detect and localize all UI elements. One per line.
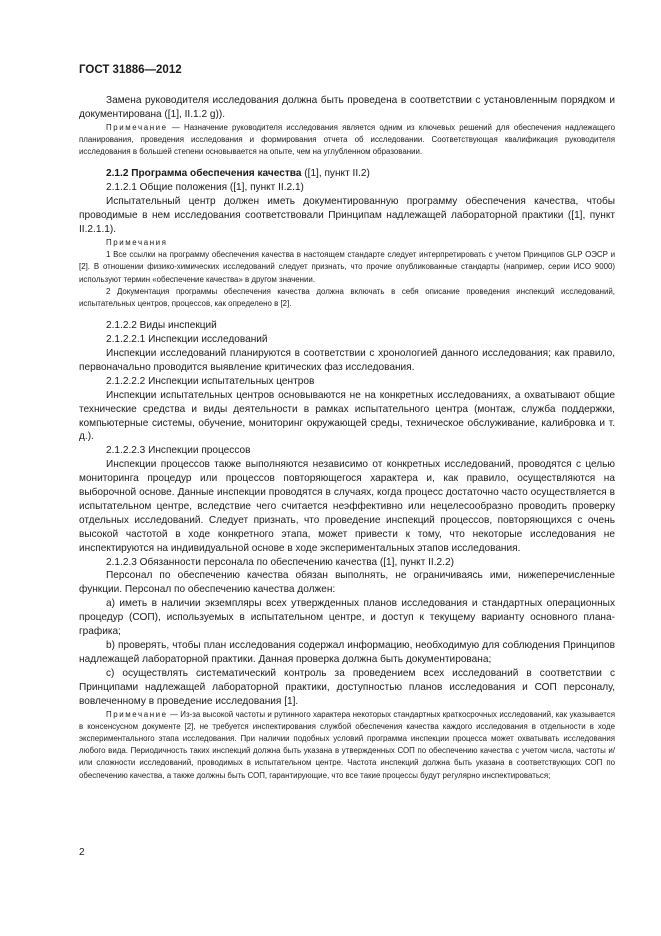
page-number: 2 (79, 847, 85, 858)
note-3 (79, 709, 615, 782)
paragraph-qa-duties: Персонал по обеспечению качества обязан выполнять, не ограничиваясь ими, нижеперечисленные функции. Персонал по обеспечению качества должен: (79, 570, 615, 596)
paragraph-facility-inspections: Инспекции испытательных центров основываются не на конкретных исследованиях, а охватывают общие технические средства и виды деятельности в рамках испытательного центра (монтаж, служба поддержки, компьютерные системы, обучение, мониторинг окружающей среды, техническое обслуживание, калибровка и т. д.). (79, 389, 615, 443)
paragraph-process-inspections: Инспекции процессов также выполняются независимо от конкретных исследований, проводятся с целью мониторинга процедур или процессов повторяющегося характера и, как правило, осуществляются на выборочной основе. Данные инспекции проводятся в случаях, когда процесс достаточно часто осуществляется в испытательном центре, вследствие чего считается неэффективно или нецелесообразно проводить проверку отдельных исследований. Следует признать, что проведение инспекций процессов, повторяющихся с очень высокой частотой в ходе конкретного этапа, может привести к тому, что некоторые исследования не инспектируются на индивидуальной основе в ходе экспериментальных этапов исследования. (79, 459, 615, 554)
section-2-1-2-2-3-heading: 2.1.2.2.3 Инспекции процессов (106, 445, 251, 457)
note-text: — Из-за высокой частоты и рутинного характера некоторых стандартных краткосрочных исследований, как указывается в консенсусном документе [2], не требуется инспектирования службой обеспечения качества каждого исследования в отдельности в ходе экспериментального этапа исследования. При наличии подобных условий программа инспекции процесса может охватывать исследования любого вида. Периодичность таких инспекций должна быть указана в утвержденных СОП по обеспечению качества с учетом числа, частоты и/или сложности исследований, проводимых в испытательном центре. Частота инспекций должна быть указана в соответствующих СОП по обеспечению качества, а также должны быть СОП, гарантирующие, что все такие процессы будут регулярно инспектироваться; (79, 709, 615, 780)
list-item-c: c) осуществлять систематический контроль за проведением всех исследований в соответствии с Принципами надлежащей лабораторной практики, доступностью планов исследования и СОП персоналу, вовлеченному в проведение исследования [1]. (79, 667, 615, 707)
section-2-1-2-2-heading: 2.1.2.2 Виды инспекций (106, 320, 217, 332)
section-2-1-2-2-2-heading: 2.1.2.2.2 Инспекции испытательных центров (106, 375, 315, 387)
note-2-1: 1 Все ссылки на программу обеспечения качества в настоящем стандарте следует интерпретировать с учетом Принципов GLP ОЭСР и [2]. В отношении физико-химических исследований следует признать, что прочие опубликованные стандарты (например, серии ИСО 9000) используют термин «обеспечение качества» в другом значении. (79, 250, 615, 284)
section-2-1-2-3-heading: 2.1.2.3 Обязанности персонала по обеспечению качества ([1], пункт II.2.2) (106, 556, 454, 568)
list-item-b: b) проверять, чтобы план исследования содержал информацию, необходимую для соблюдения Принципов надлежащей лабораторной практики. Данная проверка должна быть документирована; (79, 640, 615, 665)
document-header: ГОСТ 31886—2012 (79, 64, 182, 76)
section-2-1-2-1-heading: 2.1.2.1 Общие положения ([1], пункт II.2.1) (106, 182, 304, 194)
notes-label: Примечания (106, 237, 168, 247)
list-item-a: a) иметь в наличии экземпляры всех утвержденных планов исследования и стандартных операционных процедур (СОП), используемых в испытательном центре, и доступ к текущему варианту основного плана-графика; (79, 598, 615, 638)
note-label: Примечание (106, 122, 168, 132)
section-title: 2.1.2 Программа обеспечения качества (106, 168, 302, 180)
paragraph-replacement: Замена руководителя исследования должна быть проведена в соответствии с установленным порядком и документирована ([1], II.1.2 g)). (79, 95, 615, 120)
document-body (79, 94, 615, 782)
note-2-2: 2 Документация программы обеспечения качества должна включать в себя описание проведения инспекций исследований, испытательных центров, процессов, как определено в [2]. (79, 286, 615, 308)
section-2-1-2-2-1-heading: 2.1.2.2.1 Инспекции исследований (106, 334, 268, 346)
section-ref: ([1], пункт II.2) (301, 168, 370, 180)
note-1 (79, 122, 615, 159)
paragraph-qa-program: Испытательный центр должен иметь документированную программу обеспечения качества, чтобы проводимые в нем исследования соответствовали Принципам надлежащей лабораторной практики ([1], пункт II.2.1.1). (79, 196, 615, 236)
note-label: Примечание (106, 709, 168, 719)
note-text: — Назначение руководителя исследования является одним из ключевых решений для обеспечения надлежащего планирования, проведения исследования и формирования отчета об исследовании. Соответствующая квалификация руководителя исследования в большей степени основывается на опыте, чем на углубленном образовании. (79, 122, 615, 157)
paragraph-study-inspections: Инспекции исследований планируются в соответствии с хронологией данного исследования; как правило, первоначально проводится выявление критических фаз исследования. (79, 347, 615, 373)
section-2-1-2-heading (79, 167, 615, 181)
